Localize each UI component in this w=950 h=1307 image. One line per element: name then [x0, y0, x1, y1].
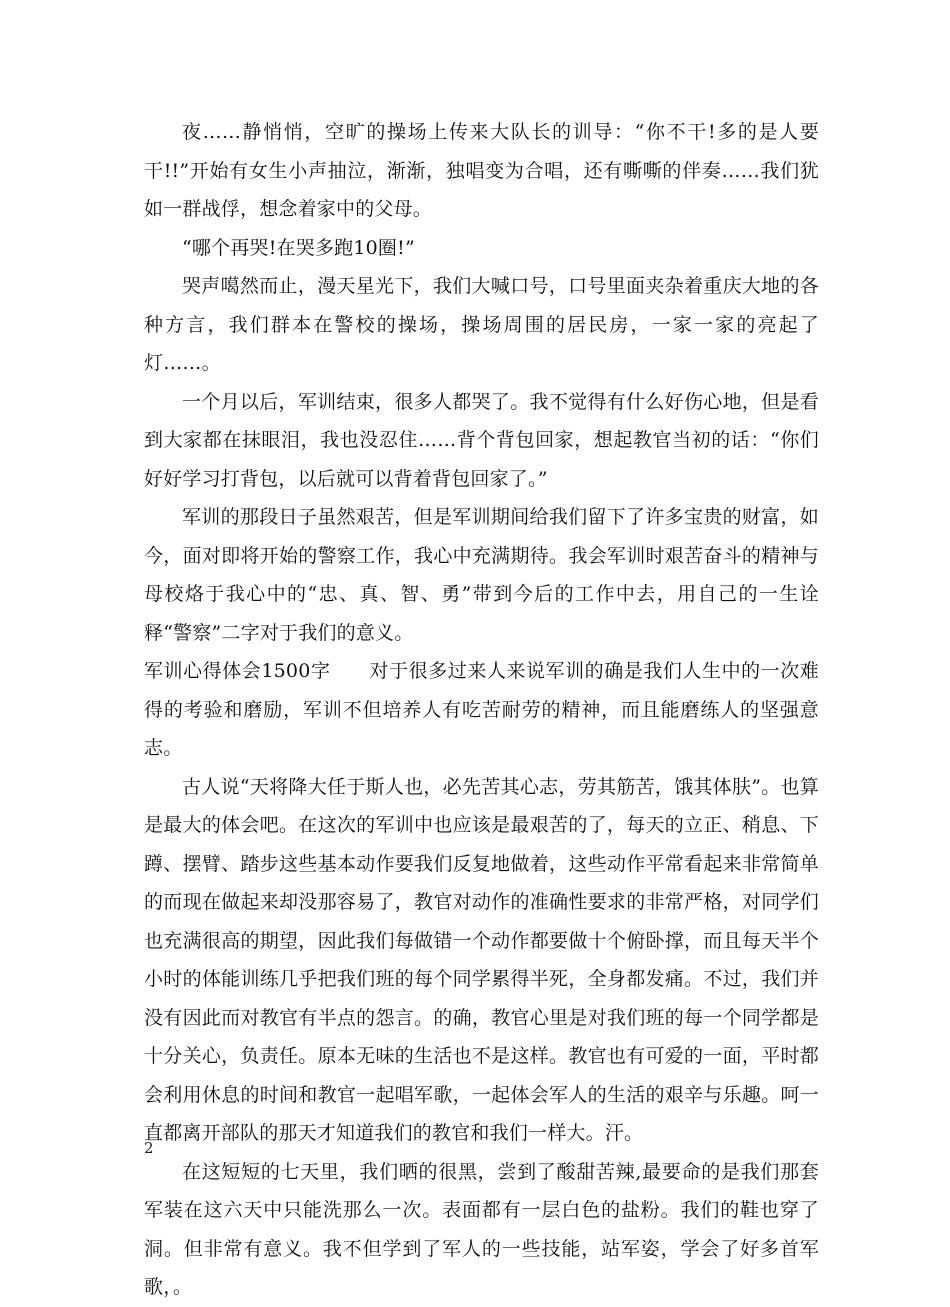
paragraph-essay-heading: 军训心得体会1500字 对于很多过来人来说军训的确是我们人生中的一次难得的考验和磨励，军训不但培养人有吃苦耐劳的精神，而且能磨练人的坚强意志。 — [144, 660, 819, 759]
document-body — [144, 113, 819, 1307]
paragraph-seven-days: 在这短短的七天里，我们晒的很黑，尝到了酸甜苦辣,最要命的是我们那套军装在这六天中只能洗那么一次。表面都有一层白色的盐粉。我们的鞋也穿了洞。但非常有意义。我不但学到了军人的一些技能，站军姿，学会了好多首军歌，。 — [144, 1160, 819, 1298]
paragraph-slogans: 哭声噶然而止，漫天星光下，我们大喊口号，口号里面夹杂着重庆大地的各种方言，我们群本在警校的操场，操场周围的居民房，一家一家的亮起了灯……。 — [144, 275, 819, 374]
page-number: 2 — [144, 1139, 154, 1157]
paragraph-night-training: 夜……静悄悄，空旷的操场上传来大队长的训导：“你不干!多的是人要干!!”开始有女生小声抽泣，渐渐，独唱变为合唱，还有嘶嘶的伴奏……我们犹如一群战俘，想念着家中的父母。 — [144, 121, 819, 220]
paragraph-reflection: 军训的那段日子虽然艰苦，但是军训期间给我们留下了许多宝贵的财富，如今，面对即将开始的警察工作，我心中充满期待。我会军训时艰苦奋斗的精神与母校烙于我心中的“忠、真、智、勇”带到今后的工作中去，用自己的一生诠释“警察”二字对于我们的意义。 — [144, 506, 819, 644]
paragraph-training-end: 一个月以后，军训结束，很多人都哭了。我不觉得有什么好伤心地，但是看到大家都在抹眼泪，我也没忍住……背个背包回家，想起教官当初的话：“你们好好学习打背包，以后就可以背着背包回家了。” — [144, 390, 819, 490]
paragraph-cry-warning: “哪个再哭!在哭多跑10圈!” — [182, 236, 415, 259]
paragraph-ancient-saying: 古人说“天将降大任于斯人也，必先苦其心志，劳其筋苦，饿其体肤”。也算是最大的体会吧。在这次的军训中也应该是最艰苦的了，每天的立正、稍息、下蹲、摆臂、踏步这些基本动作要我们反复地做着，这些动作平常看起来非常简单的而现在做起来却没那容易了，教官对动作的准确性要求的非常严格，对同学们也充满很高的期望，因此我们每做错一个动作都要做十个俯卧撑，而且每天半个小时的体能训练几乎把我们班的每个同学累得半死，全身都发痛。不过，我们并没有因此而对教官有半点的怨言。的确，教官心里是对我们班的每一个同学都是十分关心，负责任。原本无味的生活也不是这样。教官也有可爱的一面，平时都会利用休息的时间和教官一起唱军歌，一起体会军人的生活的艰辛与乐趣。呵一直都离开部队的那天才知道我们的教官和我们一样大。汗。 — [144, 775, 819, 1144]
